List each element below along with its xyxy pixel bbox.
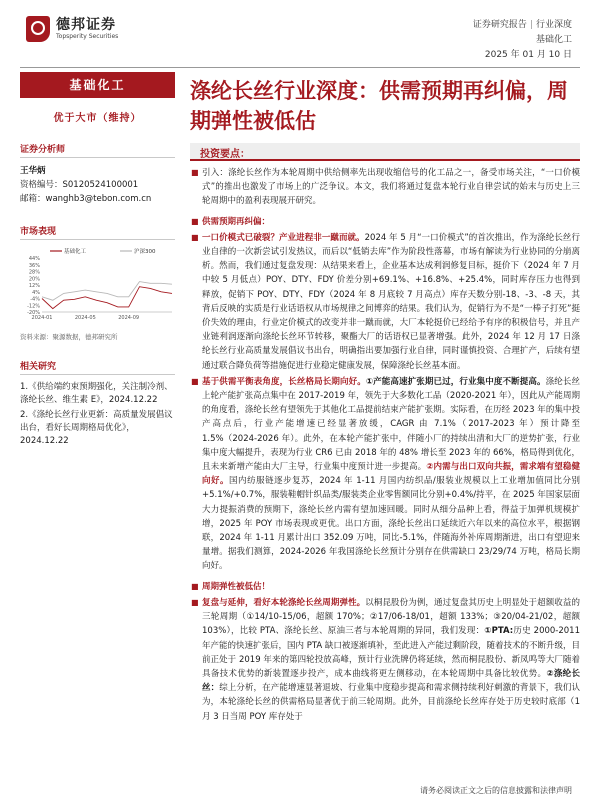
- y-tick-label: -20%: [27, 310, 40, 316]
- bullet-icon: ■: [191, 168, 199, 177]
- y-tick-label: 44%: [28, 256, 40, 262]
- y-tick-label: -12%: [27, 303, 40, 310]
- y-tick-label: 36%: [28, 262, 40, 269]
- analyst-name: 王华炳: [20, 166, 46, 176]
- intro-paragraph: ■ 引入：涤纶长丝作为本轮周期中供给侧率先出现收缩信号的化工品之一，备受市场关注，“一口价模式”的推出也激发了市场上的广泛争议。本文，我们将通过复盘本轮行业自律尝试的始末与历史上三轮周期中的盈利表现展开研究。: [191, 168, 580, 207]
- report-body: [190, 164, 580, 724]
- series-line-1: [42, 282, 172, 301]
- report-category: 行业深度: [535, 20, 572, 30]
- bullet-icon: ■: [191, 232, 199, 242]
- analyst-license: 资格编号：S0120524100001: [20, 180, 139, 190]
- sector-label: 基础化工: [20, 72, 175, 98]
- y-tick-label: 12%: [28, 283, 40, 289]
- summary-label: 投资要点：: [200, 149, 250, 160]
- paragraph: ■ 复盘与延伸，看好本轮涤纶长丝周期弹性。以桐昆股份为例，通过复盘其历史上明显处于超额收益的三轮周期（①14/10-15/06，超额 170%；②17/06-18/01，超额 133%；③20/04-21/02，超额 103%），比较 PTA、涤纶长丝、原油三者与本轮周期的异同，我们发现：①PTA:历史 2000-2011 年产能的快速扩张后，国内 PTA 缺口被逐渐填补，至此进入产能过剩阶段，随着技术的不断升级，目前正处于 2019 年来的第四轮投放高峰，预计行业洗牌仍将延续，然而桐昆股份、新凤鸣等大厂随着具备技术优势的新装置逐步投产，成本曲线将更左侧移动，在本轮周期中具备比较优势。②涤纶长丝：综上分析，在产能增速显著退坡、行业集中度稳步提高和需求侧持续利好刺激的背景下，我们认为，本轮涤纶长丝的供需格局显著优于前三轮周期。此外，目前涤纶长丝库存处于历史较时底部（1 月 3 日当周 POY 库存处于: [191, 597, 581, 722]
- section-heading: ■ 供需预期再纠偏：: [190, 215, 580, 229]
- report-sector: 基础化工: [535, 35, 572, 45]
- summary-bar: [190, 143, 580, 161]
- report-title: 涤纶长丝行业深度：供需预期再纠偏，周期弹性被低估: [190, 79, 568, 133]
- broker-name-en: Topsperity Securities: [56, 33, 119, 40]
- market-performance-chart: [20, 246, 175, 326]
- y-tick-label: 20%: [28, 276, 40, 283]
- bullet-icon: ■: [191, 216, 199, 226]
- report-date: 2025 年 01 月 10 日: [484, 50, 572, 60]
- header-divider: [20, 67, 580, 68]
- bullet-icon: ■: [191, 581, 199, 591]
- analyst-heading: 证券分析师: [20, 142, 175, 158]
- analyst-info: [20, 164, 175, 206]
- report-type: 证券研究报告: [472, 20, 527, 30]
- paragraph: ■ 一口价模式已破裂？产业进程非一蹴而就。2024 年 5 月“一口价模式”的首次推出，作为涤纶长丝行业自律的一次新尝试引发热议，而后以“低销去库”作为阶段性落幕，市场有解读为行业协同的分崩离析。然而，我们通过复盘发现：从结果来看上，企业基本达成利润修复目标，挺价下（2024 年 7 月中较 5 月低点）POY、DTY、FDY 价差分别+69.1%、+16.8%、+25.4%，同时库存压力也得到释放，促销下 POY、DTY、FDY（2024 年 8 月底较 7 月高点）库存天数分别-18、-3、-8 天，其背后反映的实质是行业话语权从市场规律之间博弈的结果。我们认为，促销行为不是“一棒子打死”挺价失效的理由，行业定价模式的改变并非一蹴而就，大厂本轮挺价已经给予有序的积极信号，并且产业链利润逐渐向涤纶长丝环节转移，聚酯大厂的话语权已显著增强。此外，2024 年 12 月 17 日涤纶长丝行业高质量发展倡议书出台，明确指出要加强行业自律，同时谨慎投资、合理扩产，后续有望通过联合降负荷等措施促进行业稳定健康发展，保障涤纶长丝基本面。: [191, 232, 580, 371]
- legend-label-1: 沪深300: [134, 249, 156, 255]
- broker-logo-icon: [26, 16, 50, 42]
- x-tick-label: 2024-09: [118, 315, 140, 321]
- related-heading: 相关研究: [20, 359, 175, 375]
- related-item[interactable]: 1.《供给端约束预期强化，关注制冷剂、涤纶长丝、维生素 E》，2024.12.22: [20, 382, 173, 405]
- sidebar: [20, 72, 175, 450]
- related-item[interactable]: 2.《涤纶长丝行业更新：高质量发展倡议出台，看好长周期格局优化》，2024.12.22: [20, 410, 173, 446]
- analyst-email[interactable]: 邮箱：wanghb3@tebon.com.cn: [20, 194, 152, 204]
- x-tick-label: 2024-01: [31, 315, 53, 321]
- paragraph: ■ 基于供需平衡表角度，长丝格局长期向好。①产能高速扩张期已过，行业集中度不断提高。涤纶长丝上轮产能扩张高点集中在 2017-2019 年，领先于大多数化工品（2020-2021 年），因此从产能周期的角度看，涤纶长丝有望领先于其他化工品提前结束产能扩张期。实际看，在历经 2023 年的集中投产高点后，行业产能增速已经显著放缓，CAGR 由 7.1%（2017-2023 年）预计降至 1.5%（2024-2026 年）。此外，在本轮产能扩张中，伴随小厂的持续出清和大厂的逆势扩张，行业集中度大幅提升，表现为行业 CR6 已由 2018 年的 48% 增长至 2023 年的 66%，格局得到优化，且未来新增产能由大厂主导，行业集中度预计进一步提高。②内需与出口双向共振，需求端有望稳健向好。国内纺服链逐步复苏，2024 年 1-11 月国内纺织品/服装业规模以上工业增加值同比分别+5.1%/+0.7%，服装鞋帽针织品类/服装类企业零售额同比分别+0.4%/持平，在 2025 年国家层面大力提振消费的预期下，涤纶长丝内需有望加速回暖。同时从细分品种上看，得益于加弹机规模扩增，2025 年 POY 市场表现或更优。出口方面，涤纶长丝出口延续近六年以来的高位水平，根据钢联，2024 年 1-11 月累计出口 352.09 万吨，同比-5.1%，伴随海外补库周期渐进，出口有望迎来量增。据我们测算，2024-2026 年我国涤纶长丝预计分别存在供需缺口 23/29/74 万吨，格局长期向好。: [191, 376, 580, 572]
- related-list: [20, 381, 175, 448]
- y-tick-label: 4%: [32, 289, 40, 296]
- bullet-icon: ■: [191, 376, 199, 386]
- rating: 优于大市（维持）: [53, 113, 142, 124]
- x-tick-label: 2024-05: [74, 315, 96, 321]
- broker-name: 德邦证券: [56, 17, 116, 33]
- y-tick-label: -4%: [30, 296, 40, 303]
- series-line-0: [42, 287, 172, 309]
- section-heading: ■ 周期弹性被低估！: [190, 580, 580, 594]
- broker-logo: [26, 14, 176, 44]
- legend-label-0: 基础化工: [64, 249, 87, 255]
- chart-source: 资料来源：聚源数据，德邦研究所: [20, 333, 118, 341]
- disclaimer: 请务必阅读正文之后的信息披露和法律声明: [420, 786, 572, 795]
- market-heading: 市场表现: [20, 224, 175, 240]
- bullet-icon: ■: [191, 597, 199, 607]
- y-tick-label: 28%: [28, 269, 40, 276]
- report-meta: 证券研究报告 | 行业深度 基础化工 2025 年 01 月 10 日: [473, 18, 572, 63]
